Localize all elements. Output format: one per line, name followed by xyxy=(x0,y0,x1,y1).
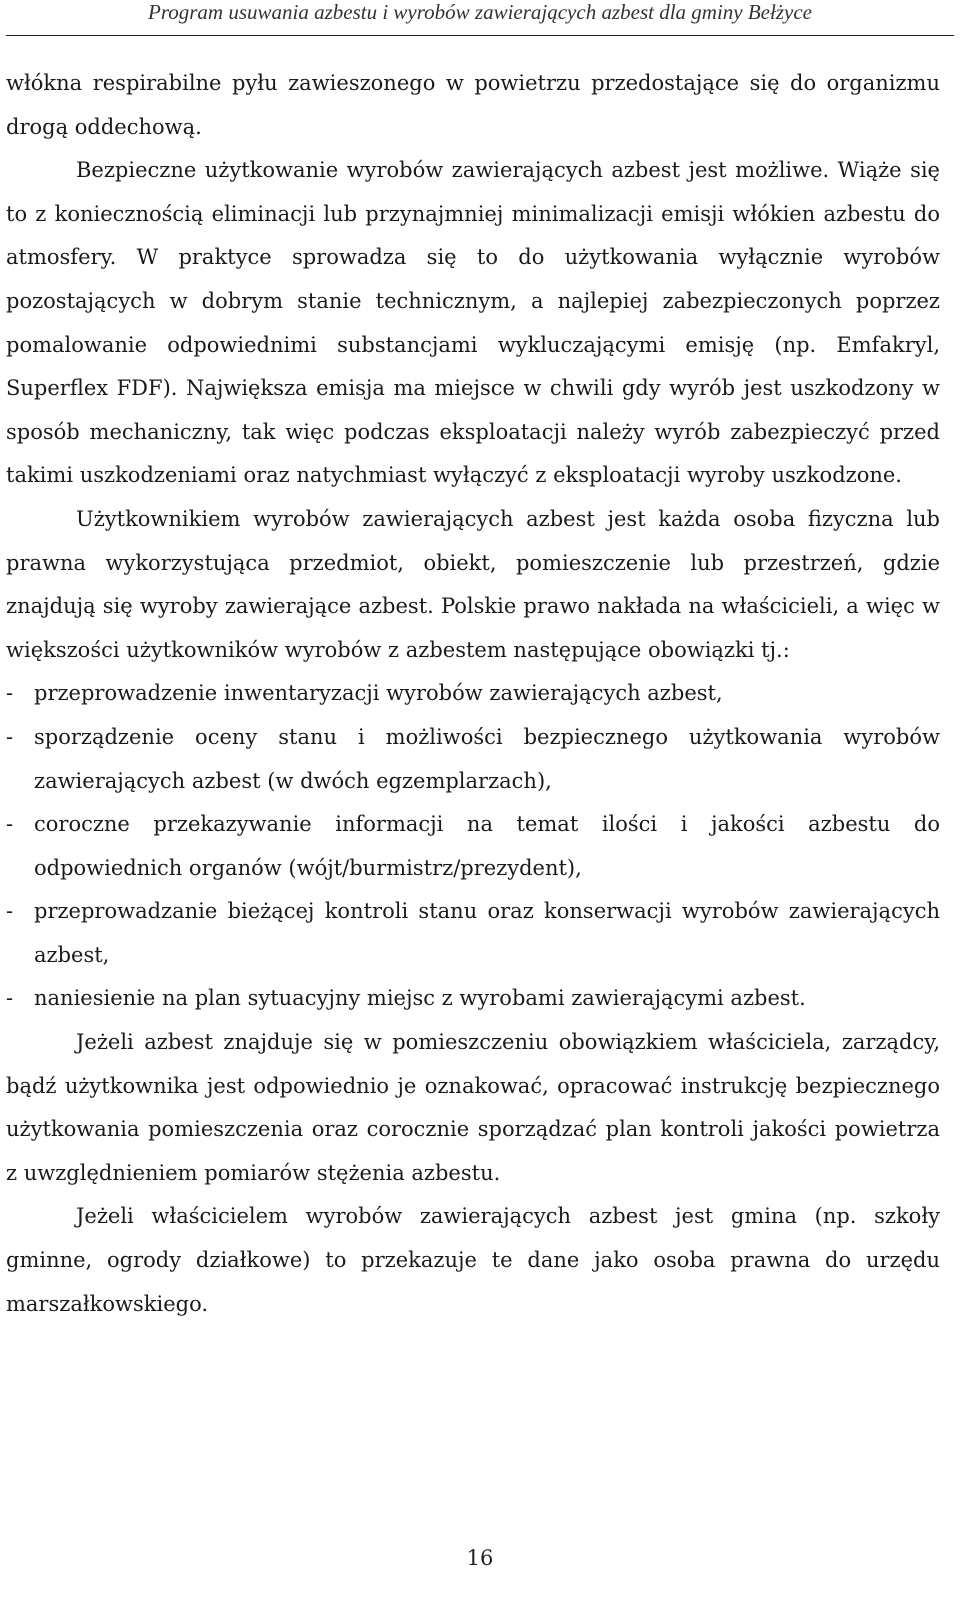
list-bullet: - xyxy=(6,812,14,837)
list-item xyxy=(6,803,940,890)
list-bullet: - xyxy=(6,986,14,1011)
list-bullet: - xyxy=(6,724,14,749)
list-item xyxy=(6,977,940,1021)
document-body xyxy=(6,62,940,1326)
list-item xyxy=(6,672,940,716)
paragraph-1: włókna respirabilne pyłu zawieszonego w powietrzu przedostające się do organizmu drogą oddechową. xyxy=(6,71,940,139)
list-bullet: - xyxy=(6,681,14,706)
list-bullet: - xyxy=(6,899,14,924)
paragraph-2: Bezpieczne użytkowanie wyrobów zawierających azbest jest możliwe. Wiąże się to z koniecznością eliminacji lub przynajmniej minimalizacji emisji włókien azbestu do atmosfery. W praktyce sprowadza się to do użytkowania wyłącznie wyrobów pozostających w dobrym stanie technicznym, a najlepiej zabezpieczonych poprzez pomalowanie odpowiednimi substancjami wykluczającymi emisję (np. Emfakryl, Superflex FDF). Największa emisja ma miejsce w chwili gdy wyrób jest uszkodzony w sposób mechaniczny, tak więc podczas eksploatacji należy wyrób zabezpieczyć przed takimi uszkodzeniami oraz natychmiast wyłączyć z eksploatacji wyroby uszkodzone. xyxy=(6,158,940,488)
page-number: 16 xyxy=(466,1546,494,1570)
paragraph-4: Jeżeli azbest znajduje się w pomieszczeniu obowiązkiem właściciela, zarządcy, bądź użytkownika jest odpowiednio je oznakować, opracować instrukcję bezpiecznego użytkowania pomieszczenia oraz corocznie sporządzać plan kontroli jakości powietrza z uwzględnieniem pomiarów stężenia azbestu. xyxy=(6,1030,940,1185)
header-title: Program usuwania azbestu i wyrobów zawierających azbest dla gminy Bełżyce xyxy=(148,0,812,24)
list-item xyxy=(6,716,940,803)
list-item-text: przeprowadzanie bieżącej kontroli stanu oraz konserwacji wyrobów zawierających azbest, xyxy=(34,899,940,967)
paragraph-3: Użytkownikiem wyrobów zawierających azbest jest każda osoba fizyczna lub prawna wykorzystująca przedmiot, obiekt, pomieszczenie lub przestrzeń, gdzie znajdują się wyroby zawierające azbest. Polskie prawo nakłada na właścicieli, a więc w większości użytkowników wyrobów z azbestem następujące obowiązki tj.: xyxy=(6,506,940,662)
list-item xyxy=(6,890,940,977)
list-item-text: naniesienie na plan sytuacyjny miejsc z wyrobami zawierającymi azbest. xyxy=(34,986,806,1011)
obligations-list xyxy=(6,672,940,1021)
list-item-text: coroczne przekazywanie informacji na temat ilości i jakości azbestu do odpowiednich organów (wójt/burmistrz/prezydent), xyxy=(34,812,940,880)
paragraph-5: Jeżeli właścicielem wyrobów zawierających azbest jest gmina (np. szkoły gminne, ogrody działkowe) to przekazuje te dane jako osoba prawna do urzędu marszałkowskiego. xyxy=(6,1204,940,1316)
list-item-text: sporządzenie oceny stanu i możliwości bezpiecznego użytkowania wyrobów zawierających azbest (w dwóch egzemplarzach), xyxy=(34,724,940,793)
list-item-text: przeprowadzenie inwentaryzacji wyrobów zawierających azbest, xyxy=(34,681,723,706)
page-header xyxy=(6,0,954,36)
